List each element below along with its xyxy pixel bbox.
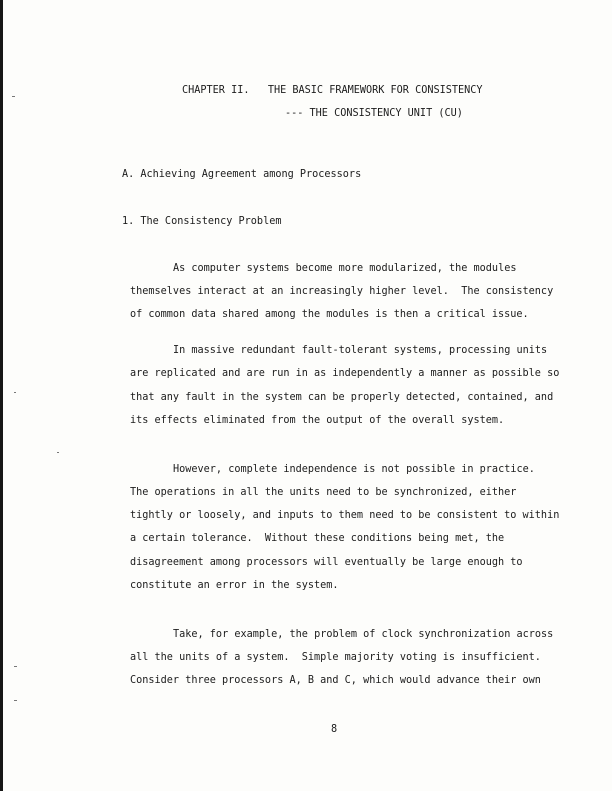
paragraph-line: The operations in all the units need to be synchronized, either	[130, 487, 517, 498]
scan-speck	[14, 666, 17, 667]
binding-edge	[0, 0, 3, 791]
paragraph-line: that any fault in the system can be properly detected, contained, and	[130, 392, 554, 403]
paragraph-line: disagreement among processors will eventually be large enough to	[130, 557, 523, 568]
paragraph-line: its effects eliminated from the output of the overall system.	[130, 415, 505, 426]
paragraph-line: However, complete independence is not possible in practice.	[173, 464, 535, 475]
paragraph-line: of common data shared among the modules is then a critical issue.	[130, 309, 529, 320]
paragraph-line: a certain tolerance. Without these conditions being met, the	[130, 533, 505, 544]
paragraph-line: tightly or loosely, and inputs to them need to be consistent to within	[130, 510, 560, 521]
scan-speck	[57, 452, 59, 453]
scan-speck	[14, 392, 16, 393]
subsection-heading: 1. The Consistency Problem	[122, 216, 282, 227]
chapter-subtitle: --- THE CONSISTENCY UNIT (CU)	[285, 108, 463, 119]
page-number: 8	[331, 724, 338, 735]
paragraph-line: As computer systems become more modularized, the modules	[173, 263, 517, 274]
paragraph-line: Consider three processors A, B and C, which would advance their own	[130, 675, 541, 686]
scan-speck	[14, 700, 17, 701]
scan-speck	[12, 96, 15, 97]
paragraph-line: constitute an error in the system.	[130, 580, 339, 591]
paragraph-line: Take, for example, the problem of clock synchronization across	[173, 629, 554, 640]
paragraph-line: themselves interact at an increasingly higher level. The consistency	[130, 286, 554, 297]
paragraph-line: all the units of a system. Simple majority voting is insufficient.	[130, 652, 541, 663]
paragraph-line: In massive redundant fault-tolerant systems, processing units	[173, 345, 548, 356]
paragraph-line: are replicated and are run in as independently a manner as possible so	[130, 368, 560, 379]
section-heading: A. Achieving Agreement among Processors	[122, 169, 362, 180]
chapter-title: CHAPTER II. THE BASIC FRAMEWORK FOR CONSISTENCY	[182, 85, 483, 96]
